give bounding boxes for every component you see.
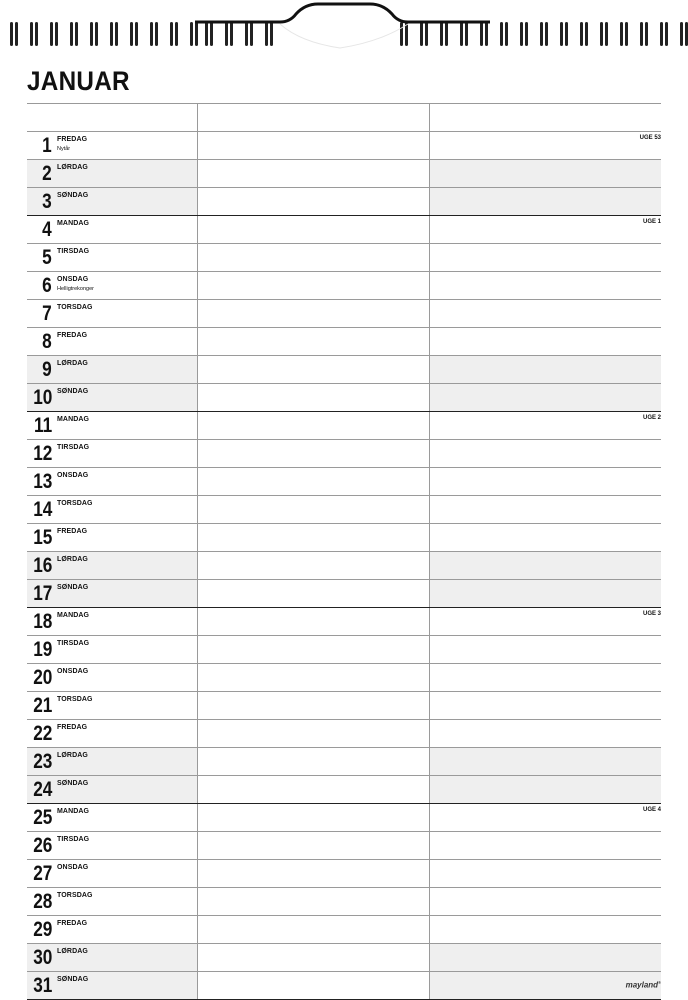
notes-cell-2[interactable] [429,664,661,691]
day-row [27,243,661,271]
day-number: 30 [32,946,52,969]
day-number: 17 [32,582,52,605]
day-row [27,299,661,327]
notes-cell-2[interactable] [429,412,661,439]
notes-cell-1[interactable] [197,636,429,663]
day-number: 19 [32,638,52,661]
date-cell [27,944,197,971]
day-number: 15 [32,526,52,549]
column-header-row [27,103,661,131]
weekday-label: TORSDAG [57,304,93,311]
binding-coil [230,22,233,46]
day-row [27,355,661,383]
notes-cell-1[interactable] [197,384,429,411]
date-cell [27,412,197,439]
weekday-label: ONSDAG [57,276,89,283]
day-number: 25 [32,806,52,829]
day-number: 21 [32,694,52,717]
notes-cell-1[interactable] [197,916,429,943]
weekday-label: SØNDAG [57,584,89,591]
binding-coil [545,22,548,46]
notes-cell-1[interactable] [197,440,429,467]
date-cell [27,328,197,355]
day-number: 20 [32,666,52,689]
binding-coil [460,22,463,46]
notes-cell-2[interactable] [429,720,661,747]
day-number: 6 [42,274,52,297]
binding-coil [70,22,73,46]
weekday-label: TORSDAG [57,500,93,507]
date-cell [27,132,197,159]
day-number: 28 [32,890,52,913]
notes-cell-2[interactable] [429,552,661,579]
notes-cell-1[interactable] [197,888,429,915]
spiral-binding [0,0,688,52]
day-number: 14 [32,498,52,521]
date-cell [27,356,197,383]
day-number: 16 [32,554,52,577]
weekday-label: TORSDAG [57,892,93,899]
day-row [27,215,661,243]
notes-cell-1[interactable] [197,300,429,327]
binding-coil [400,22,403,46]
binding-coil [605,22,608,46]
date-cell [27,468,197,495]
day-number: 5 [42,246,52,269]
day-number: 27 [32,862,52,885]
date-cell [27,748,197,775]
weekday-label: MANDAG [57,416,90,423]
notes-cell-1[interactable] [197,552,429,579]
day-row [27,327,661,355]
notes-cell-1[interactable] [197,748,429,775]
notes-cell-2[interactable] [429,328,661,355]
day-row [27,579,661,607]
date-cell [27,552,197,579]
day-row [27,803,661,831]
day-number: 18 [32,610,52,633]
binding-coil [580,22,583,46]
day-row [27,551,661,579]
binding-coil [440,22,443,46]
weekday-label: MANDAG [57,612,90,619]
binding-coil [480,22,483,46]
weekday-label: SØNDAG [57,976,89,983]
binding-coil [565,22,568,46]
day-number: 13 [32,470,52,493]
notes-cell-2[interactable] [429,188,661,215]
weekday-label: LØRDAG [57,948,88,955]
weekday-label: TIRSDAG [57,248,90,255]
day-number: 4 [42,218,52,241]
date-cell [27,916,197,943]
date-cell [27,720,197,747]
day-number: 31 [32,974,52,997]
binding-coil [175,22,178,46]
day-row [27,971,661,1000]
day-number: 26 [32,834,52,857]
date-cell [27,160,197,187]
binding-coil [520,22,523,46]
weekday-label: TIRSDAG [57,444,90,451]
weekday-label: LØRDAG [57,360,88,367]
day-number: 22 [32,722,52,745]
weekday-label: FREDAG [57,528,88,535]
date-cell [27,832,197,859]
day-row [27,831,661,859]
binding-coil [600,22,603,46]
notes-cell-1[interactable] [197,132,429,159]
binding-coil [150,22,153,46]
holiday-label: Helligtrekonger [57,286,94,292]
day-row [27,635,661,663]
day-number: 23 [32,750,52,773]
binding-coil [170,22,173,46]
notes-cell-2[interactable] [429,216,661,243]
binding-coil [110,22,113,46]
date-cell [27,636,197,663]
notes-cell-1[interactable] [197,216,429,243]
weekday-label: ONSDAG [57,668,89,675]
day-row [27,495,661,523]
week-number: UGE 1 [642,219,661,225]
binding-coil [560,22,563,46]
day-row [27,943,661,971]
day-number: 1 [42,134,52,157]
day-row [27,383,661,411]
date-column-header [27,104,197,131]
notes-cell-1[interactable] [197,944,429,971]
day-row [27,523,661,551]
notes-cell-2[interactable] [429,636,661,663]
weekday-label: SØNDAG [57,192,89,199]
weekday-label: LØRDAG [57,556,88,563]
day-row [27,775,661,803]
date-cell [27,888,197,915]
binding-coil [640,22,643,46]
notes-cell-2[interactable] [429,356,661,383]
notes-cell-2[interactable] [429,888,661,915]
day-row [27,439,661,467]
day-row [27,663,661,691]
binding-coil [485,22,488,46]
notes-cell-2[interactable] [429,748,661,775]
notes-cell-1[interactable] [197,272,429,299]
weekday-label: MANDAG [57,808,90,815]
day-number: 9 [42,358,52,381]
notes-cell-1[interactable] [197,524,429,551]
binding-coil [265,22,268,46]
binding-coil [680,22,683,46]
weekday-label: TORSDAG [57,696,93,703]
day-row [27,159,661,187]
day-row [27,691,661,719]
binding-coil [540,22,543,46]
date-cell [27,804,197,831]
binding-coil [30,22,33,46]
weekday-label: SØNDAG [57,780,89,787]
binding-coil [585,22,588,46]
notes-cell-2[interactable] [429,244,661,271]
notes-column-1-header[interactable] [197,104,429,131]
binding-coil [55,22,58,46]
day-row [27,607,661,635]
binding-coil [15,22,18,46]
date-cell [27,440,197,467]
notes-cell-2[interactable] [429,300,661,327]
day-number: 24 [32,778,52,801]
date-cell [27,188,197,215]
binding-coil [465,22,468,46]
notes-cell-2[interactable] [429,468,661,495]
day-row [27,271,661,299]
binding-coil [205,22,208,46]
calendar-grid [27,103,661,1000]
day-row [27,467,661,495]
day-number: 11 [33,414,52,437]
date-cell [27,692,197,719]
binding-coil [75,22,78,46]
notes-cell-2[interactable] [429,804,661,831]
day-row [27,747,661,775]
weekday-label: LØRDAG [57,164,88,171]
notes-cell-1[interactable] [197,468,429,495]
notes-cell-2[interactable] [429,776,661,803]
month-title: JANUAR [27,66,130,96]
notes-cell-1[interactable] [197,244,429,271]
binding-coil [135,22,138,46]
notes-cell-1[interactable] [197,580,429,607]
binding-coil [95,22,98,46]
notes-cell-2[interactable] [429,272,661,299]
day-number: 7 [42,302,52,325]
notes-cell-1[interactable] [197,972,429,999]
hanger-hook [195,4,490,22]
date-cell [27,216,197,243]
notes-cell-1[interactable] [197,160,429,187]
notes-cell-1[interactable] [197,664,429,691]
binding-coil [620,22,623,46]
day-number: 12 [32,442,52,465]
notes-cell-1[interactable] [197,356,429,383]
binding-coil [665,22,668,46]
date-cell [27,244,197,271]
binding-coil [625,22,628,46]
day-row [27,887,661,915]
weekday-label: TIRSDAG [57,640,90,647]
binding-coil [10,22,13,46]
binding-coil [645,22,648,46]
binding-coil [420,22,423,46]
notes-cell-2[interactable] [429,524,661,551]
notes-cell-2[interactable] [429,440,661,467]
date-cell [27,972,197,999]
notes-cell-1[interactable] [197,860,429,887]
binding-coil [155,22,158,46]
notes-cell-1[interactable] [197,720,429,747]
binding-coil [195,22,198,46]
binding-coil [35,22,38,46]
notes-cell-1[interactable] [197,804,429,831]
date-cell [27,664,197,691]
notes-cell-2[interactable] [429,944,661,971]
binding-coil [190,22,193,46]
date-cell [27,496,197,523]
notes-cell-1[interactable] [197,608,429,635]
week-number: UGE 53 [639,135,661,141]
binding-coil [445,22,448,46]
holiday-label: Nytår [57,146,71,152]
binding-coil [660,22,663,46]
binding-coil [225,22,228,46]
notes-cell-2[interactable] [429,384,661,411]
day-row [27,719,661,747]
weekday-label: MANDAG [57,220,90,227]
notes-cell-2[interactable] [429,916,661,943]
week-number: UGE 3 [642,611,661,617]
date-cell [27,580,197,607]
weekday-label: ONSDAG [57,864,89,871]
date-cell [27,776,197,803]
date-cell [27,608,197,635]
binding-coil [50,22,53,46]
weekday-label: FREDAG [57,920,88,927]
binding-coil [425,22,428,46]
notes-cell-2[interactable] [429,160,661,187]
weekday-label: FREDAG [57,136,88,143]
day-row [27,915,661,943]
binding-coil [210,22,213,46]
day-number: 2 [42,162,52,185]
weekday-label: ONSDAG [57,472,89,479]
binding-coil [250,22,253,46]
week-number: UGE 2 [642,415,661,421]
notes-cell-1[interactable] [197,832,429,859]
notes-cell-1[interactable] [197,776,429,803]
date-cell [27,524,197,551]
binding-coil [130,22,133,46]
notes-cell-2[interactable] [429,608,661,635]
day-number: 8 [42,330,52,353]
weekday-label: FREDAG [57,724,88,731]
binding-coil [270,22,273,46]
brand-logo: mayland® [625,980,661,990]
date-cell [27,300,197,327]
notes-cell-2[interactable] [429,692,661,719]
day-row [27,859,661,887]
binding-coil [525,22,528,46]
binding-coil [245,22,248,46]
notes-cell-1[interactable] [197,188,429,215]
weekday-label: SØNDAG [57,388,89,395]
binding-coil [505,22,508,46]
date-cell [27,860,197,887]
date-cell [27,384,197,411]
notes-column-2-header[interactable] [429,104,661,131]
notes-cell-2[interactable] [429,496,661,523]
day-number: 3 [42,190,52,213]
day-row [27,131,661,159]
day-number: 29 [32,918,52,941]
week-number: UGE 4 [642,807,661,813]
binding-coil [90,22,93,46]
weekday-label: FREDAG [57,332,88,339]
binding-coil [115,22,118,46]
notes-cell-2[interactable] [429,132,661,159]
day-row [27,187,661,215]
notes-cell-2[interactable] [429,832,661,859]
weekday-label: LØRDAG [57,752,88,759]
notes-cell-2[interactable] [429,580,661,607]
binding-coil [500,22,503,46]
date-cell [27,272,197,299]
notes-cell-2[interactable] [429,860,661,887]
notes-cell-1[interactable] [197,692,429,719]
notes-cell-1[interactable] [197,412,429,439]
weekday-label: TIRSDAG [57,836,90,843]
day-number: 10 [32,386,52,409]
notes-cell-1[interactable] [197,496,429,523]
notes-cell-1[interactable] [197,328,429,355]
day-row [27,411,661,439]
